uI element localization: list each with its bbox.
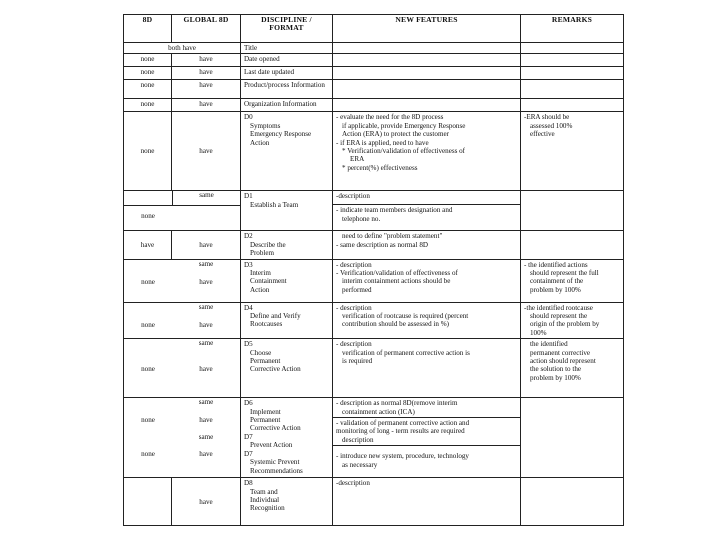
discipline-cell: Title [241, 43, 333, 54]
8d-cell: none [124, 67, 172, 80]
global-cell: have [172, 231, 241, 259]
8d-cell: none [141, 364, 155, 373]
global-cell: have [172, 80, 241, 99]
features-cell: - description verification of rootcause is required (percent contribution should be assessed in %) [333, 302, 521, 339]
global-cell: have [172, 99, 241, 112]
both-cell: both have [124, 43, 241, 54]
table-row-d3 [124, 259, 624, 302]
table-row [124, 67, 624, 80]
features-cell: - evaluate the need for the 8D process if applicable, provide Emergency Response Action (ERA) to protect the customer - if ERA is applied, need to have * Verification/validation of effectiveness of ERA * percent(%) effectiveness [333, 112, 521, 191]
d5-status-cell: same none have [124, 339, 241, 398]
discipline-cell: D2 Describe the Problem [241, 231, 333, 259]
global-cell: have [199, 450, 213, 459]
features-cell: - description - Verification/validation of effectiveness of interim containment actions should be performed [333, 259, 521, 302]
discipline-cell: D4 Define and Verify Rootcauses [241, 302, 333, 339]
same-label: same [199, 191, 214, 200]
8d-cell: none [141, 450, 155, 459]
remarks-cell: -ERA should be assessed 100% effective [521, 112, 624, 191]
table-row-d6-d7 [124, 398, 624, 478]
8d-cell: none [124, 80, 172, 99]
global-cell: have [172, 478, 241, 526]
d1-status-cell [124, 191, 241, 231]
discipline-cell: D0 Symptoms Emergency Response Action [241, 112, 333, 191]
discipline-cell: D1 Establish a Team [241, 191, 333, 231]
global-cell: have [199, 278, 213, 287]
table-row [124, 99, 624, 112]
table-row [124, 80, 624, 99]
8d-cell: none [141, 415, 155, 424]
remarks-cell: -the identified rootcause should represent the origin of the problem by 100% [521, 302, 624, 339]
header-global-8d: GLOBAL 8D [172, 15, 241, 43]
table-row-d0 [124, 112, 624, 191]
features-cell: - description as normal 8D(remove interim containment action (ICA) - validation of permanent corrective action and monitoring of long - term results are required description - introduce new system, procedure, technology as necessary [333, 398, 521, 478]
global-cell: have [199, 321, 213, 330]
header-row [124, 15, 624, 43]
d4-status-cell: same none have [124, 302, 241, 339]
discipline-cell: Date opened [241, 54, 333, 67]
table-row [124, 43, 624, 54]
8d-cell: none [124, 112, 172, 191]
8d-cell: none [124, 54, 172, 67]
global-cell: have [172, 112, 241, 191]
remarks-cell: - the identified actions should represent the full containment of the problem by 100% [521, 259, 624, 302]
discipline-cell: D8 Team and Individual Recognition [241, 478, 333, 526]
d3-status-cell: same none have [124, 259, 241, 302]
8d-cell: none [141, 321, 155, 330]
table-row [124, 54, 624, 67]
8d-cell: none [141, 278, 155, 287]
features-cell: need to define "problem statement" - same description as normal 8D [333, 231, 521, 259]
remarks-cell: the identified permanent corrective action should represent the solution to the problem by 100% [521, 339, 624, 398]
header-discipline: DISCIPLINE / FORMAT [241, 15, 333, 43]
header-8d: 8D [124, 15, 172, 43]
discipline-cell: D5 Choose Permanent Corrective Action [241, 339, 333, 398]
features-cell: - description verification of permanent corrective action is is required [333, 339, 521, 398]
header-new-features: NEW FEATURES [333, 15, 521, 43]
table-row-d8 [124, 478, 624, 526]
discipline-cell: Product/process Information [241, 80, 333, 99]
global-cell: have [199, 415, 213, 424]
table-row-d2 [124, 231, 624, 259]
comparison-table [123, 14, 624, 526]
table-row-d5 [124, 339, 624, 398]
table-row-d1 [124, 191, 624, 231]
discipline-cell: D3 Interim Containment Action [241, 259, 333, 302]
features-cell: -description [333, 478, 521, 526]
features-cell: -description - indicate team members designation and telephone no. [333, 191, 521, 231]
discipline-cell: Last date updated [241, 67, 333, 80]
discipline-cell: D6 Implement Permanent Corrective Action D7 Prevent Action D7 Systemic Prevent Recommendations [241, 398, 333, 478]
8d-cell: none [124, 99, 172, 112]
global-cell: have [172, 67, 241, 80]
8d-cell: none [141, 212, 155, 221]
global-cell: have [172, 54, 241, 67]
d67-status-cell: same none have same none have [124, 398, 241, 478]
8d-cell: have [124, 231, 172, 259]
discipline-cell: Organization Information [241, 99, 333, 112]
global-cell: have [199, 364, 213, 373]
table-row-d4 [124, 302, 624, 339]
header-remarks: REMARKS [521, 15, 624, 43]
discipline-code: D0 [244, 113, 253, 122]
